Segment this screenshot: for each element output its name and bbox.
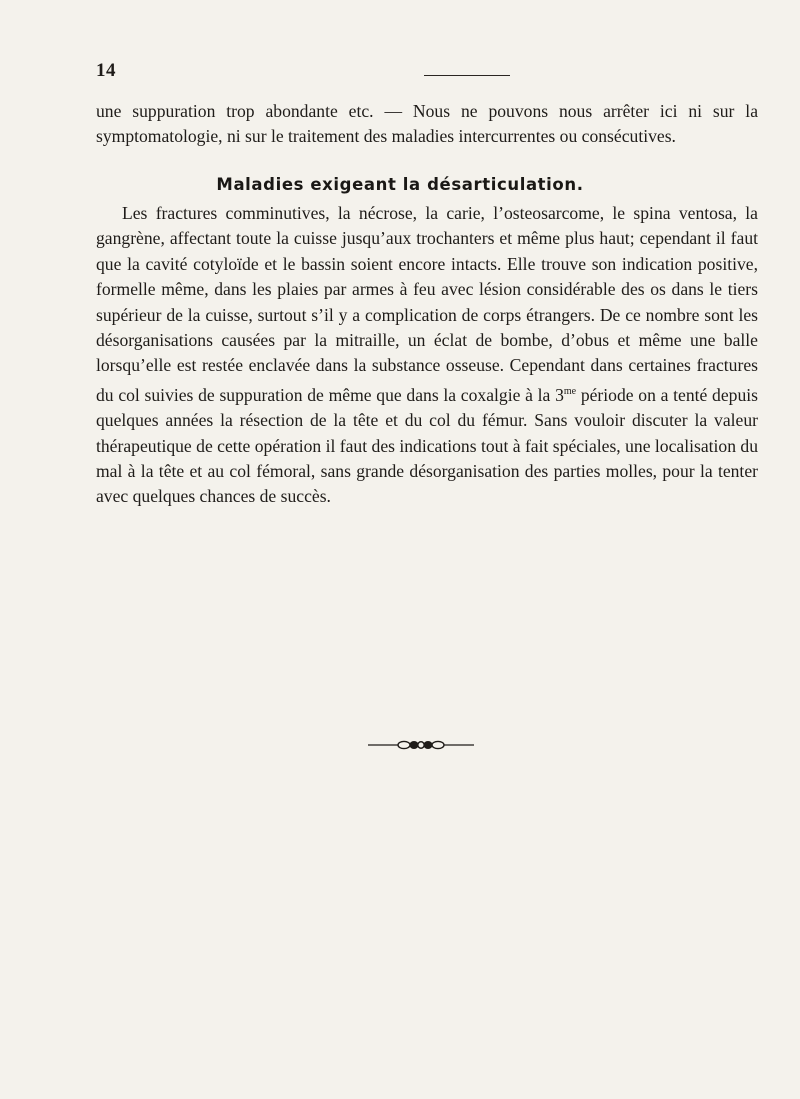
section-body-paragraph (96, 201, 758, 510)
intro-paragraph: une suppuration trop abondante etc. — Nous ne pouvons nous arrêter ici ni sur la symptomatologie, ni sur le traitement des maladies intercurrentes ou consécutives. (96, 101, 758, 147)
body-text-part-1: Les fractures comminutives, la nécrose, la carie, l’osteosarcome, le spina ventosa, la gangrène, affectant toute la cuisse jusqu’aux trochanters et même plus haut; cependant il faut que la cavité cotyloïde et le bassin soient encore intacts. Elle trouve son indication positive, formelle même, dans les plaies par armes à feu avec lésion considérable des os dans le tiers supérieur de la cuisse, surtout s’il y a complication de corps étrangers. De ce nombre sont les désorganisations causées par la mitraille, un éclat de bombe, d’obus et même une balle lorsqu’elle est restée enclavée dans la substance osseuse. Cependant dans certaines fractures du col suivies de suppuration de même que dans la coxalgie à la 3 (96, 203, 758, 405)
header-rule (424, 75, 510, 76)
body-text-part-2: période on a tenté depuis quelques années la résection de la tête et du col du fémur. Sans vouloir discuter la valeur thérapeutique de cette opération il faut des indications tout à fait spéciales, une localisation du mal à la tête et au col fémoral, sans grande désorganisation des parties molles, pour la tenter avec quelques chances de succès. (96, 384, 758, 507)
ordinal-superscript: me (563, 385, 577, 397)
page-number: 14 (96, 60, 116, 81)
section-heading: Maladies exigeant la désarticulation. (216, 175, 584, 194)
end-ornament-icon (368, 738, 474, 752)
